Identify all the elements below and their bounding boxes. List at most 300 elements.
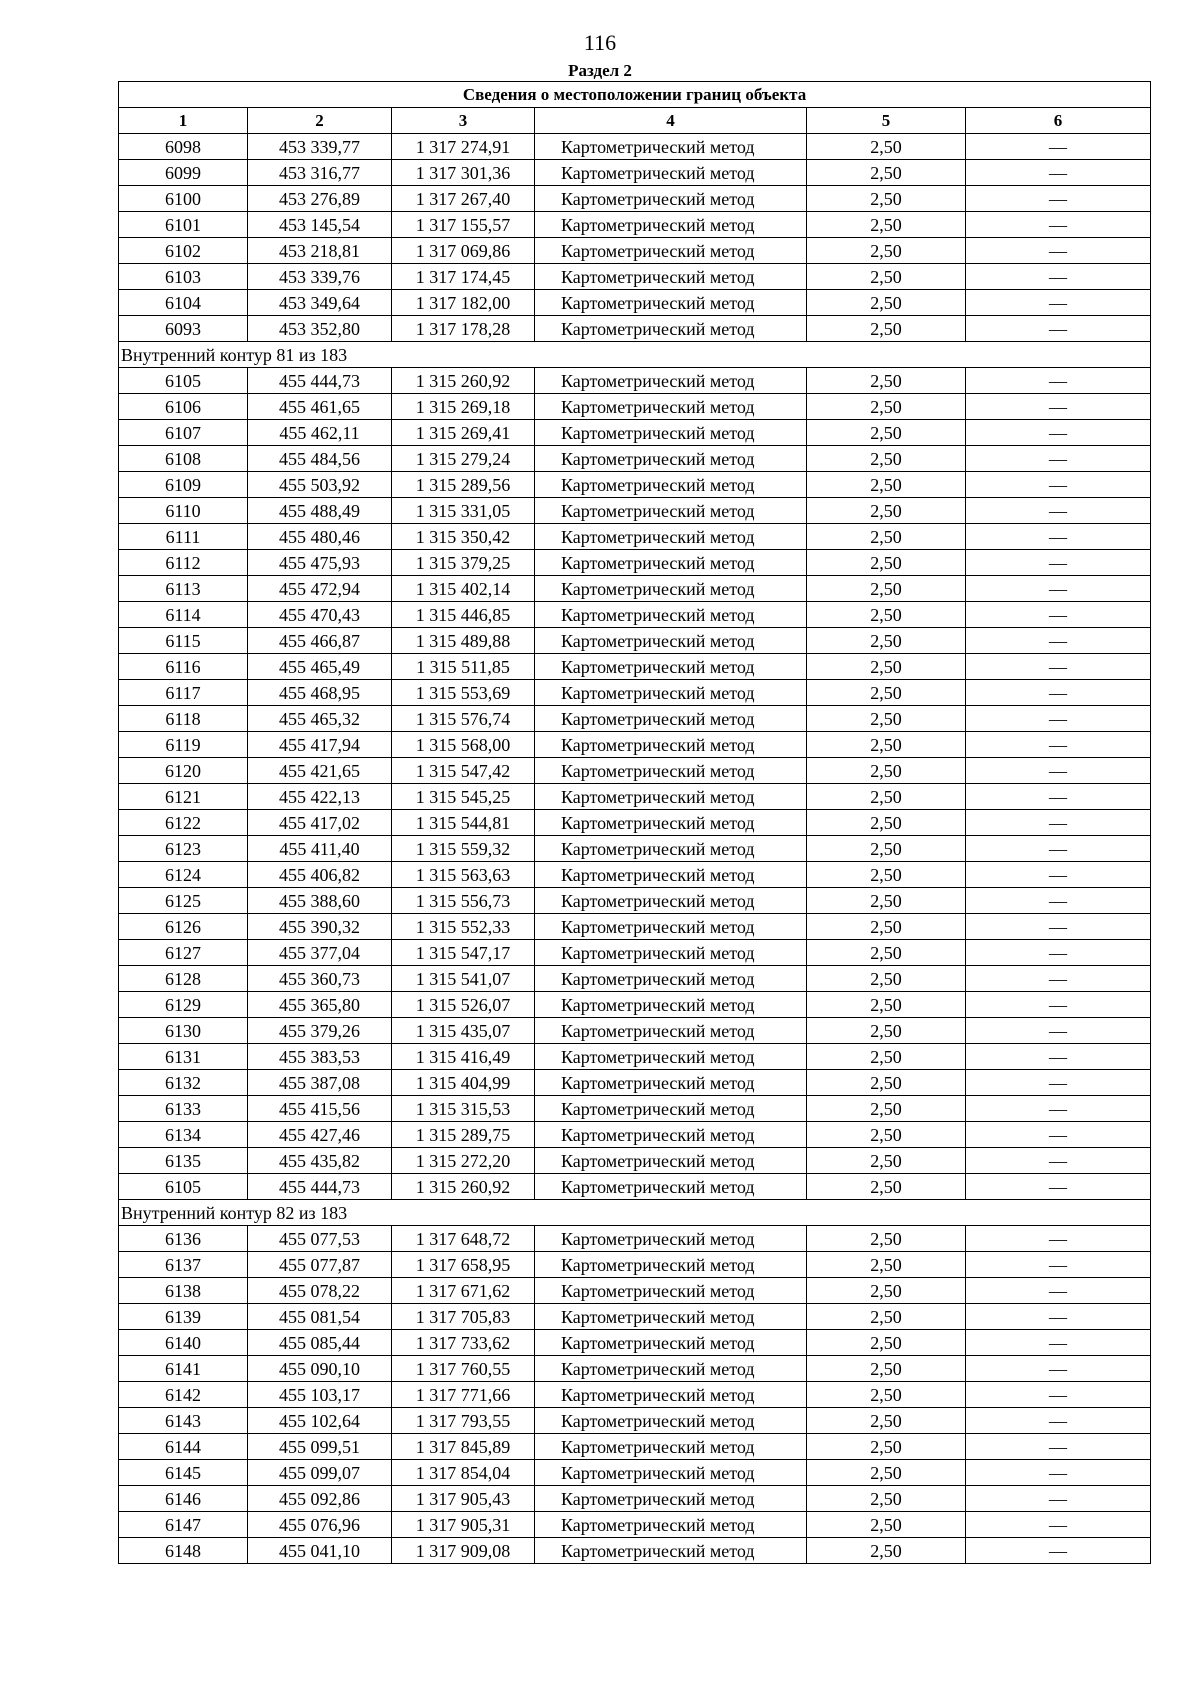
point-number-cell: 6112 <box>119 550 248 576</box>
accuracy-cell: 2,50 <box>807 1408 966 1434</box>
method-cell: Картометрический метод <box>535 446 807 472</box>
description-cell: — <box>966 1252 1151 1278</box>
y-coordinate-cell: 1 317 905,31 <box>392 1512 535 1538</box>
accuracy-cell: 2,50 <box>807 602 966 628</box>
method-cell: Картометрический метод <box>535 238 807 264</box>
point-number-cell: 6122 <box>119 810 248 836</box>
x-coordinate-cell: 455 465,32 <box>248 706 392 732</box>
description-cell: — <box>966 1226 1151 1252</box>
y-coordinate-cell: 1 315 416,49 <box>392 1044 535 1070</box>
table-row <box>119 212 1151 238</box>
y-coordinate-cell: 1 317 648,72 <box>392 1226 535 1252</box>
description-cell: — <box>966 1044 1151 1070</box>
table-row <box>119 1252 1151 1278</box>
description-cell: — <box>966 420 1151 446</box>
method-cell: Картометрический метод <box>535 212 807 238</box>
description-cell: — <box>966 1304 1151 1330</box>
table-row <box>119 1434 1151 1460</box>
table-caption-row <box>119 82 1151 108</box>
y-coordinate-cell: 1 317 909,08 <box>392 1538 535 1564</box>
method-cell: Картометрический метод <box>535 1460 807 1486</box>
method-cell: Картометрический метод <box>535 1070 807 1096</box>
x-coordinate-cell: 455 484,56 <box>248 446 392 472</box>
description-cell: — <box>966 706 1151 732</box>
accuracy-cell: 2,50 <box>807 472 966 498</box>
column-header: 5 <box>807 108 966 134</box>
description-cell: — <box>966 446 1151 472</box>
accuracy-cell: 2,50 <box>807 1330 966 1356</box>
description-cell: — <box>966 992 1151 1018</box>
x-coordinate-cell: 455 444,73 <box>248 1174 392 1200</box>
table-header-row <box>119 108 1151 134</box>
point-number-cell: 6124 <box>119 862 248 888</box>
table-row <box>119 1226 1151 1252</box>
table-row <box>119 316 1151 342</box>
description-cell: — <box>966 940 1151 966</box>
x-coordinate-cell: 455 468,95 <box>248 680 392 706</box>
y-coordinate-cell: 1 317 733,62 <box>392 1330 535 1356</box>
x-coordinate-cell: 455 466,87 <box>248 628 392 654</box>
x-coordinate-cell: 455 099,07 <box>248 1460 392 1486</box>
method-cell: Картометрический метод <box>535 680 807 706</box>
table-row <box>119 394 1151 420</box>
description-cell: — <box>966 576 1151 602</box>
table-row <box>119 706 1151 732</box>
table-row <box>119 888 1151 914</box>
x-coordinate-cell: 455 090,10 <box>248 1356 392 1382</box>
accuracy-cell: 2,50 <box>807 966 966 992</box>
method-cell: Картометрический метод <box>535 186 807 212</box>
method-cell: Картометрический метод <box>535 290 807 316</box>
description-cell: — <box>966 654 1151 680</box>
accuracy-cell: 2,50 <box>807 1096 966 1122</box>
accuracy-cell: 2,50 <box>807 1538 966 1564</box>
description-cell: — <box>966 394 1151 420</box>
y-coordinate-cell: 1 317 301,36 <box>392 160 535 186</box>
x-coordinate-cell: 455 427,46 <box>248 1122 392 1148</box>
y-coordinate-cell: 1 315 547,17 <box>392 940 535 966</box>
y-coordinate-cell: 1 317 671,62 <box>392 1278 535 1304</box>
y-coordinate-cell: 1 315 315,53 <box>392 1096 535 1122</box>
y-coordinate-cell: 1 315 435,07 <box>392 1018 535 1044</box>
point-number-cell: 6098 <box>119 134 248 160</box>
table-row <box>119 1070 1151 1096</box>
method-cell: Картометрический метод <box>535 758 807 784</box>
description-cell: — <box>966 1018 1151 1044</box>
accuracy-cell: 2,50 <box>807 394 966 420</box>
method-cell: Картометрический метод <box>535 628 807 654</box>
table-row <box>119 784 1151 810</box>
x-coordinate-cell: 455 444,73 <box>248 368 392 394</box>
point-number-cell: 6147 <box>119 1512 248 1538</box>
method-cell: Картометрический метод <box>535 134 807 160</box>
table-row <box>119 1460 1151 1486</box>
point-number-cell: 6148 <box>119 1538 248 1564</box>
point-number-cell: 6100 <box>119 186 248 212</box>
x-coordinate-cell: 455 488,49 <box>248 498 392 524</box>
method-cell: Картометрический метод <box>535 1330 807 1356</box>
y-coordinate-cell: 1 315 563,63 <box>392 862 535 888</box>
accuracy-cell: 2,50 <box>807 524 966 550</box>
y-coordinate-cell: 1 315 544,81 <box>392 810 535 836</box>
description-cell: — <box>966 758 1151 784</box>
table-row <box>119 758 1151 784</box>
point-number-cell: 6136 <box>119 1226 248 1252</box>
accuracy-cell: 2,50 <box>807 134 966 160</box>
x-coordinate-cell: 455 077,87 <box>248 1252 392 1278</box>
accuracy-cell: 2,50 <box>807 420 966 446</box>
x-coordinate-cell: 455 435,82 <box>248 1148 392 1174</box>
description-cell: — <box>966 1096 1151 1122</box>
table-row <box>119 966 1151 992</box>
table-row <box>119 420 1151 446</box>
table-row <box>119 524 1151 550</box>
y-coordinate-cell: 1 315 576,74 <box>392 706 535 732</box>
x-coordinate-cell: 455 503,92 <box>248 472 392 498</box>
x-coordinate-cell: 453 276,89 <box>248 186 392 212</box>
x-coordinate-cell: 455 099,51 <box>248 1434 392 1460</box>
x-coordinate-cell: 455 475,93 <box>248 550 392 576</box>
accuracy-cell: 2,50 <box>807 1278 966 1304</box>
accuracy-cell: 2,50 <box>807 550 966 576</box>
table-row <box>119 1356 1151 1382</box>
x-coordinate-cell: 455 085,44 <box>248 1330 392 1356</box>
method-cell: Картометрический метод <box>535 1122 807 1148</box>
accuracy-cell: 2,50 <box>807 940 966 966</box>
x-coordinate-cell: 455 421,65 <box>248 758 392 784</box>
method-cell: Картометрический метод <box>535 810 807 836</box>
point-number-cell: 6140 <box>119 1330 248 1356</box>
table-row <box>119 264 1151 290</box>
method-cell: Картометрический метод <box>535 1018 807 1044</box>
accuracy-cell: 2,50 <box>807 290 966 316</box>
table-row <box>119 1512 1151 1538</box>
accuracy-cell: 2,50 <box>807 186 966 212</box>
y-coordinate-cell: 1 315 545,25 <box>392 784 535 810</box>
table-row <box>119 940 1151 966</box>
method-cell: Картометрический метод <box>535 1252 807 1278</box>
method-cell: Картометрический метод <box>535 784 807 810</box>
method-cell: Картометрический метод <box>535 1512 807 1538</box>
y-coordinate-cell: 1 315 541,07 <box>392 966 535 992</box>
table-row <box>119 472 1151 498</box>
x-coordinate-cell: 455 383,53 <box>248 1044 392 1070</box>
description-cell: — <box>966 160 1151 186</box>
point-number-cell: 6108 <box>119 446 248 472</box>
x-coordinate-cell: 455 417,94 <box>248 732 392 758</box>
description-cell: — <box>966 836 1151 862</box>
accuracy-cell: 2,50 <box>807 1044 966 1070</box>
x-coordinate-cell: 455 379,26 <box>248 1018 392 1044</box>
table-row <box>119 446 1151 472</box>
column-header: 3 <box>392 108 535 134</box>
table-row <box>119 1096 1151 1122</box>
x-coordinate-cell: 455 480,46 <box>248 524 392 550</box>
point-number-cell: 6145 <box>119 1460 248 1486</box>
method-cell: Картометрический метод <box>535 524 807 550</box>
method-cell: Картометрический метод <box>535 368 807 394</box>
accuracy-cell: 2,50 <box>807 1382 966 1408</box>
point-number-cell: 6115 <box>119 628 248 654</box>
y-coordinate-cell: 1 317 705,83 <box>392 1304 535 1330</box>
table-row <box>119 1044 1151 1070</box>
y-coordinate-cell: 1 315 511,85 <box>392 654 535 680</box>
description-cell: — <box>966 316 1151 342</box>
point-number-cell: 6128 <box>119 966 248 992</box>
point-number-cell: 6109 <box>119 472 248 498</box>
y-coordinate-cell: 1 315 553,69 <box>392 680 535 706</box>
description-cell: — <box>966 784 1151 810</box>
description-cell: — <box>966 862 1151 888</box>
table-row <box>119 1304 1151 1330</box>
y-coordinate-cell: 1 315 446,85 <box>392 602 535 628</box>
table-row <box>119 134 1151 160</box>
point-number-cell: 6107 <box>119 420 248 446</box>
y-coordinate-cell: 1 315 289,75 <box>392 1122 535 1148</box>
page-number: 116 <box>583 30 617 55</box>
method-cell: Картометрический метод <box>535 1304 807 1330</box>
method-cell: Картометрический метод <box>535 992 807 1018</box>
section-title: Раздел 2 <box>568 61 632 80</box>
accuracy-cell: 2,50 <box>807 316 966 342</box>
accuracy-cell: 2,50 <box>807 1512 966 1538</box>
point-number-cell: 6139 <box>119 1304 248 1330</box>
x-coordinate-cell: 455 422,13 <box>248 784 392 810</box>
table-row <box>119 1538 1151 1564</box>
point-number-cell: 6119 <box>119 732 248 758</box>
accuracy-cell: 2,50 <box>807 732 966 758</box>
description-cell: — <box>966 1434 1151 1460</box>
x-coordinate-cell: 455 462,11 <box>248 420 392 446</box>
method-cell: Картометрический метод <box>535 888 807 914</box>
point-number-cell: 6129 <box>119 992 248 1018</box>
x-coordinate-cell: 455 461,65 <box>248 394 392 420</box>
y-coordinate-cell: 1 317 174,45 <box>392 264 535 290</box>
description-cell: — <box>966 1460 1151 1486</box>
point-number-cell: 6102 <box>119 238 248 264</box>
x-coordinate-cell: 453 349,64 <box>248 290 392 316</box>
y-coordinate-cell: 1 315 489,88 <box>392 628 535 654</box>
x-coordinate-cell: 453 339,77 <box>248 134 392 160</box>
accuracy-cell: 2,50 <box>807 1356 966 1382</box>
description-cell: — <box>966 1330 1151 1356</box>
y-coordinate-cell: 1 317 854,04 <box>392 1460 535 1486</box>
point-number-cell: 6142 <box>119 1382 248 1408</box>
accuracy-cell: 2,50 <box>807 888 966 914</box>
accuracy-cell: 2,50 <box>807 992 966 1018</box>
point-number-cell: 6099 <box>119 160 248 186</box>
y-coordinate-cell: 1 315 272,20 <box>392 1148 535 1174</box>
method-cell: Картометрический метод <box>535 836 807 862</box>
x-coordinate-cell: 455 041,10 <box>248 1538 392 1564</box>
y-coordinate-cell: 1 315 279,24 <box>392 446 535 472</box>
table-row <box>119 576 1151 602</box>
description-cell: — <box>966 1512 1151 1538</box>
accuracy-cell: 2,50 <box>807 1018 966 1044</box>
table-row <box>119 732 1151 758</box>
point-number-cell: 6141 <box>119 1356 248 1382</box>
method-cell: Картометрический метод <box>535 966 807 992</box>
method-cell: Картометрический метод <box>535 498 807 524</box>
accuracy-cell: 2,50 <box>807 706 966 732</box>
y-coordinate-cell: 1 317 178,28 <box>392 316 535 342</box>
table-row <box>119 368 1151 394</box>
point-number-cell: 6113 <box>119 576 248 602</box>
point-number-cell: 6117 <box>119 680 248 706</box>
table-row <box>119 680 1151 706</box>
y-coordinate-cell: 1 317 793,55 <box>392 1408 535 1434</box>
description-cell: — <box>966 472 1151 498</box>
point-number-cell: 6103 <box>119 264 248 290</box>
description-cell: — <box>966 290 1151 316</box>
accuracy-cell: 2,50 <box>807 914 966 940</box>
method-cell: Картометрический метод <box>535 1096 807 1122</box>
y-coordinate-cell: 1 315 404,99 <box>392 1070 535 1096</box>
description-cell: — <box>966 186 1151 212</box>
table-row <box>119 1018 1151 1044</box>
point-number-cell: 6135 <box>119 1148 248 1174</box>
y-coordinate-cell: 1 315 260,92 <box>392 1174 535 1200</box>
x-coordinate-cell: 455 411,40 <box>248 836 392 862</box>
y-coordinate-cell: 1 317 905,43 <box>392 1486 535 1512</box>
method-cell: Картометрический метод <box>535 1486 807 1512</box>
x-coordinate-cell: 455 470,43 <box>248 602 392 628</box>
point-number-cell: 6105 <box>119 368 248 394</box>
accuracy-cell: 2,50 <box>807 1122 966 1148</box>
point-number-cell: 6114 <box>119 602 248 628</box>
method-cell: Картометрический метод <box>535 420 807 446</box>
point-number-cell: 6111 <box>119 524 248 550</box>
method-cell: Картометрический метод <box>535 1044 807 1070</box>
method-cell: Картометрический метод <box>535 160 807 186</box>
method-cell: Картометрический метод <box>535 1174 807 1200</box>
table-row <box>119 1278 1151 1304</box>
point-number-cell: 6121 <box>119 784 248 810</box>
y-coordinate-cell: 1 315 556,73 <box>392 888 535 914</box>
table-row <box>119 1174 1151 1200</box>
method-cell: Картометрический метод <box>535 862 807 888</box>
column-header: 2 <box>248 108 392 134</box>
method-cell: Картометрический метод <box>535 602 807 628</box>
point-number-cell: 6093 <box>119 316 248 342</box>
description-cell: — <box>966 1070 1151 1096</box>
description-cell: — <box>966 368 1151 394</box>
description-cell: — <box>966 1278 1151 1304</box>
point-number-cell: 6133 <box>119 1096 248 1122</box>
description-cell: — <box>966 1122 1151 1148</box>
x-coordinate-cell: 455 377,04 <box>248 940 392 966</box>
table-row <box>119 810 1151 836</box>
contour-row <box>119 342 1151 368</box>
method-cell: Картометрический метод <box>535 1278 807 1304</box>
accuracy-cell: 2,50 <box>807 264 966 290</box>
description-cell: — <box>966 680 1151 706</box>
method-cell: Картометрический метод <box>535 1148 807 1174</box>
description-cell: — <box>966 628 1151 654</box>
description-cell: — <box>966 1382 1151 1408</box>
x-coordinate-cell: 455 387,08 <box>248 1070 392 1096</box>
x-coordinate-cell: 455 360,73 <box>248 966 392 992</box>
description-cell: — <box>966 1408 1151 1434</box>
y-coordinate-cell: 1 315 559,32 <box>392 836 535 862</box>
x-coordinate-cell: 455 078,22 <box>248 1278 392 1304</box>
coordinates-table <box>118 81 1151 1564</box>
y-coordinate-cell: 1 317 267,40 <box>392 186 535 212</box>
table-row <box>119 1122 1151 1148</box>
table-row <box>119 862 1151 888</box>
contour-label: Внутренний контур 81 из 183 <box>119 342 1151 368</box>
contour-row <box>119 1200 1151 1226</box>
method-cell: Картометрический метод <box>535 1226 807 1252</box>
accuracy-cell: 2,50 <box>807 654 966 680</box>
point-number-cell: 6125 <box>119 888 248 914</box>
description-cell: — <box>966 888 1151 914</box>
x-coordinate-cell: 453 316,77 <box>248 160 392 186</box>
table-row <box>119 602 1151 628</box>
x-coordinate-cell: 453 339,76 <box>248 264 392 290</box>
y-coordinate-cell: 1 315 526,07 <box>392 992 535 1018</box>
point-number-cell: 6126 <box>119 914 248 940</box>
point-number-cell: 6132 <box>119 1070 248 1096</box>
accuracy-cell: 2,50 <box>807 1486 966 1512</box>
description-cell: — <box>966 498 1151 524</box>
method-cell: Картометрический метод <box>535 1356 807 1382</box>
method-cell: Картометрический метод <box>535 472 807 498</box>
point-number-cell: 6123 <box>119 836 248 862</box>
table-row <box>119 1486 1151 1512</box>
table-row <box>119 1408 1151 1434</box>
accuracy-cell: 2,50 <box>807 576 966 602</box>
accuracy-cell: 2,50 <box>807 862 966 888</box>
point-number-cell: 6127 <box>119 940 248 966</box>
point-number-cell: 6105 <box>119 1174 248 1200</box>
method-cell: Картометрический метод <box>535 264 807 290</box>
accuracy-cell: 2,50 <box>807 1070 966 1096</box>
x-coordinate-cell: 453 352,80 <box>248 316 392 342</box>
description-cell: — <box>966 1356 1151 1382</box>
point-number-cell: 6131 <box>119 1044 248 1070</box>
table-row <box>119 498 1151 524</box>
description-cell: — <box>966 134 1151 160</box>
column-header: 4 <box>535 108 807 134</box>
accuracy-cell: 2,50 <box>807 368 966 394</box>
y-coordinate-cell: 1 317 771,66 <box>392 1382 535 1408</box>
method-cell: Картометрический метод <box>535 316 807 342</box>
x-coordinate-cell: 455 081,54 <box>248 1304 392 1330</box>
description-cell: — <box>966 264 1151 290</box>
accuracy-cell: 2,50 <box>807 1434 966 1460</box>
description-cell: — <box>966 1486 1151 1512</box>
x-coordinate-cell: 453 218,81 <box>248 238 392 264</box>
method-cell: Картометрический метод <box>535 1538 807 1564</box>
description-cell: — <box>966 550 1151 576</box>
x-coordinate-cell: 455 077,53 <box>248 1226 392 1252</box>
accuracy-cell: 2,50 <box>807 160 966 186</box>
accuracy-cell: 2,50 <box>807 238 966 264</box>
table-row <box>119 290 1151 316</box>
description-cell: — <box>966 524 1151 550</box>
point-number-cell: 6137 <box>119 1252 248 1278</box>
description-cell: — <box>966 966 1151 992</box>
point-number-cell: 6144 <box>119 1434 248 1460</box>
x-coordinate-cell: 453 145,54 <box>248 212 392 238</box>
accuracy-cell: 2,50 <box>807 1174 966 1200</box>
x-coordinate-cell: 455 415,56 <box>248 1096 392 1122</box>
accuracy-cell: 2,50 <box>807 836 966 862</box>
accuracy-cell: 2,50 <box>807 1226 966 1252</box>
x-coordinate-cell: 455 406,82 <box>248 862 392 888</box>
y-coordinate-cell: 1 315 289,56 <box>392 472 535 498</box>
